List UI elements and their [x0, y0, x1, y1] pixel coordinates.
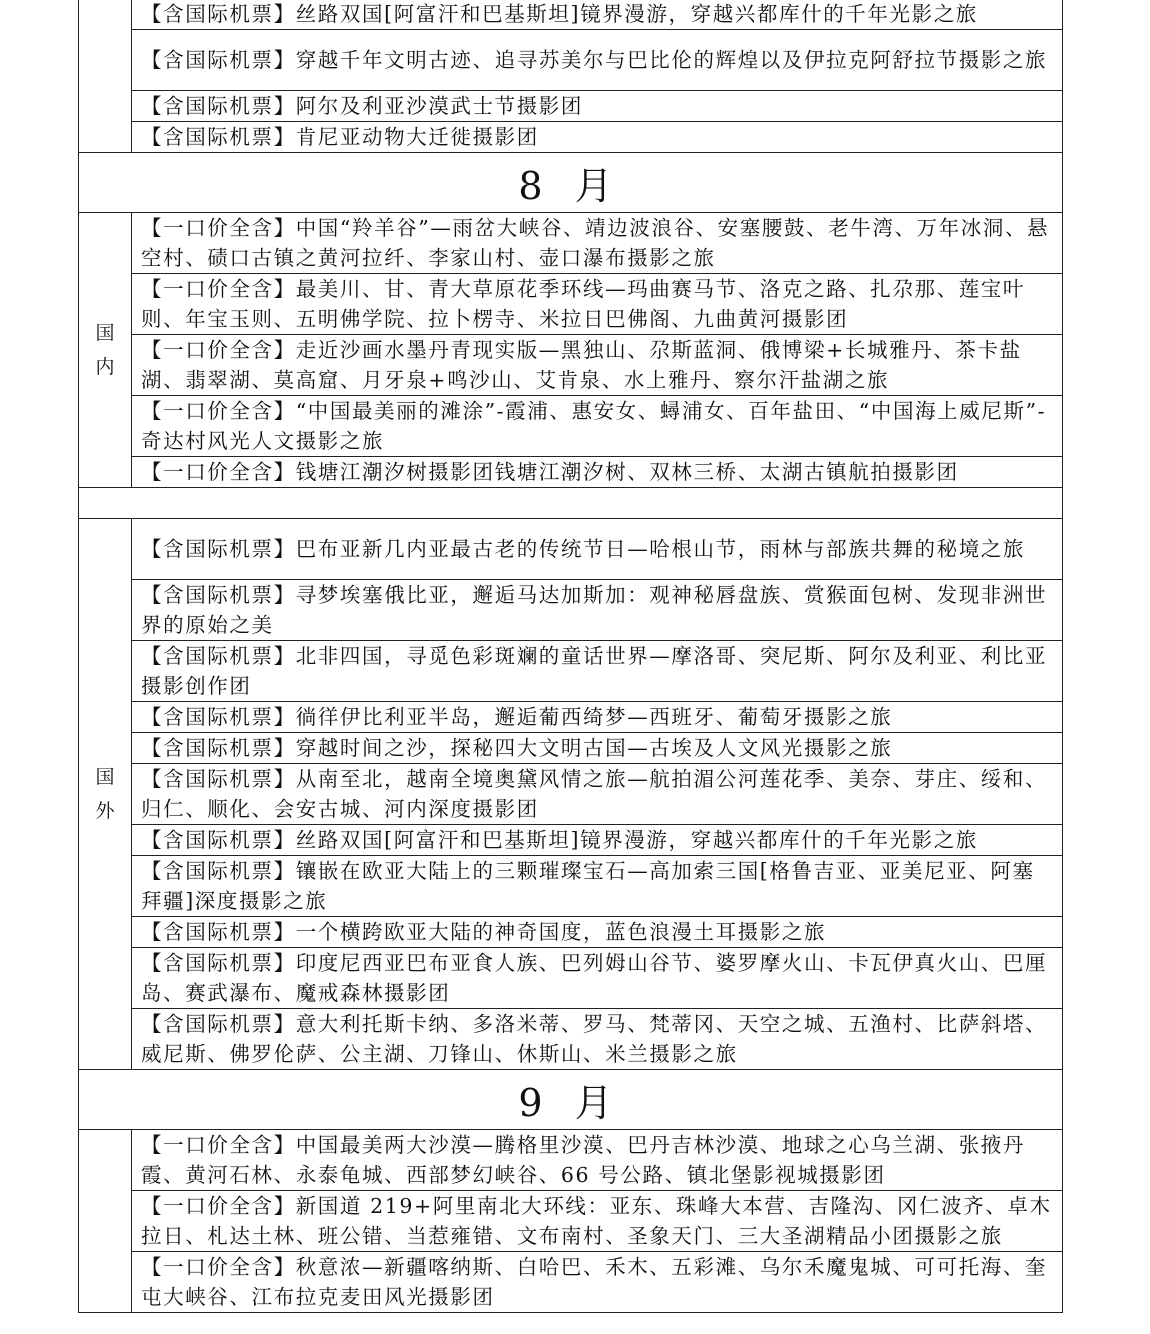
region-char: 内: [95, 356, 115, 378]
table-row: [79, 457, 1063, 488]
itinerary-table: [78, 0, 1063, 1313]
spacer-cell: [79, 488, 1063, 519]
itinerary-item: 【含国际机票】徜徉伊比利亚半岛，邂逅葡西绮梦—西班牙、葡萄牙摄影之旅: [132, 702, 1063, 733]
table-row: [79, 641, 1063, 702]
table-row: [79, 274, 1063, 335]
itinerary-item: 【一口价全含】新国道 219+阿里南北大环线：亚东、珠峰大本营、吉隆沟、冈仁波齐、卓木拉日、札达土林、班公错、当惹雍错、文布南村、圣象天门、三大圣湖精品小团摄影之旅: [132, 1191, 1063, 1252]
table-row: [79, 0, 1063, 30]
itinerary-item: 【含国际机票】巴布亚新几内亚最古老的传统节日—哈根山节，雨林与部族共舞的秘境之旅: [132, 519, 1063, 580]
region-cell: [79, 0, 132, 153]
itinerary-item: 【一口价全含】走近沙画水墨丹青现实版—黑独山、尕斯蓝洞、俄博梁+长城雅丹、茶卡盐湖、翡翠湖、莫高窟、月牙泉+鸣沙山、艾肯泉、水上雅丹、察尔汗盐湖之旅: [132, 335, 1063, 396]
table-row: [79, 825, 1063, 856]
region-char: 国: [95, 322, 115, 344]
table-row: [79, 702, 1063, 733]
region-char: 国: [95, 766, 115, 788]
month-row: [79, 153, 1063, 213]
itinerary-item: 【一口价全含】钱塘江潮汐树摄影团钱塘江潮汐树、双林三桥、太湖古镇航拍摄影团: [132, 457, 1063, 488]
itinerary-item: 【含国际机票】意大利托斯卡纳、多洛米蒂、罗马、梵蒂冈、天空之城、五渔村、比萨斜塔、威尼斯、佛罗伦萨、公主湖、刀锋山、休斯山、米兰摄影之旅: [132, 1009, 1063, 1070]
month-heading-august: 8 月: [79, 153, 1063, 213]
itinerary-item: 【含国际机票】一个横跨欧亚大陆的神奇国度，蓝色浪漫土耳摄影之旅: [132, 917, 1063, 948]
itinerary-item: 【含国际机票】印度尼西亚巴布亚食人族、巴列姆山谷节、婆罗摩火山、卡瓦伊真火山、巴厘岛、赛武瀑布、魔戒森林摄影团: [132, 948, 1063, 1009]
itinerary-item: 【含国际机票】从南至北，越南全境奥黛风情之旅—航拍湄公河莲花季、美奈、芽庄、绥和、归仁、顺化、会安古城、河内深度摄影团: [132, 764, 1063, 825]
table-row: [79, 30, 1063, 91]
itinerary-item: 【含国际机票】寻梦埃塞俄比亚，邂逅马达加斯加：观神秘唇盘族、赏猴面包树、发现非洲世界的原始之美: [132, 580, 1063, 641]
itinerary-item: 【含国际机票】丝路双国[阿富汗和巴基斯坦]镜界漫游，穿越兴都库什的千年光影之旅: [132, 0, 1063, 30]
table-row: [79, 948, 1063, 1009]
spacer-row: [79, 488, 1063, 519]
table-row: [79, 917, 1063, 948]
table-row: [79, 396, 1063, 457]
table-row: [79, 1191, 1063, 1252]
itinerary-item: 【一口价全含】秋意浓—新疆喀纳斯、白哈巴、禾木、五彩滩、乌尔禾魔鬼城、可可托海、奎屯大峡谷、江布拉克麦田风光摄影团: [132, 1252, 1063, 1313]
itinerary-item: 【含国际机票】肯尼亚动物大迁徙摄影团: [132, 122, 1063, 153]
table-row: [79, 91, 1063, 122]
table-row: [79, 1252, 1063, 1313]
itinerary-item: 【含国际机票】穿越千年文明古迹、追寻苏美尔与巴比伦的辉煌以及伊拉克阿舒拉节摄影之旅: [132, 30, 1063, 91]
table-row: [79, 519, 1063, 580]
table-row: [79, 733, 1063, 764]
region-cell: [79, 1130, 132, 1313]
itinerary-item: 【含国际机票】阿尔及利亚沙漠武士节摄影团: [132, 91, 1063, 122]
table-row: [79, 764, 1063, 825]
table-row: [79, 335, 1063, 396]
itinerary-item: 【一口价全含】“中国最美丽的滩涂”-霞浦、惠安女、蟳浦女、百年盐田、“中国海上威尼斯”-奇达村风光人文摄影之旅: [132, 396, 1063, 457]
region-label-domestic: [79, 213, 132, 488]
itinerary-item: 【一口价全含】中国“羚羊谷”—雨岔大峡谷、靖边波浪谷、安塞腰鼓、老牛湾、万年冰洞、悬空村、碛口古镇之黄河拉纤、李家山村、壶口瀑布摄影之旅: [132, 213, 1063, 274]
region-label-international: [79, 519, 132, 1070]
itinerary-item: 【含国际机票】北非四国，寻觅色彩斑斓的童话世界—摩洛哥、突尼斯、阿尔及利亚、利比亚摄影创作团: [132, 641, 1063, 702]
table-row: [79, 1009, 1063, 1070]
table-row: [79, 122, 1063, 153]
table-row: [79, 856, 1063, 917]
table-row: [79, 213, 1063, 274]
region-char: 外: [95, 800, 115, 822]
month-row: [79, 1070, 1063, 1130]
itinerary-item: 【含国际机票】镶嵌在欧亚大陆上的三颗璀璨宝石—高加索三国[格鲁吉亚、亚美尼亚、阿塞拜疆]深度摄影之旅: [132, 856, 1063, 917]
itinerary-item: 【含国际机票】丝路双国[阿富汗和巴基斯坦]镜界漫游，穿越兴都库什的千年光影之旅: [132, 825, 1063, 856]
itinerary-item: 【含国际机票】穿越时间之沙，探秘四大文明古国—古埃及人文风光摄影之旅: [132, 733, 1063, 764]
table-row: [79, 580, 1063, 641]
itinerary-item: 【一口价全含】最美川、甘、青大草原花季环线—玛曲赛马节、洛克之路、扎尕那、莲宝叶则、年宝玉则、五明佛学院、拉卜楞寺、米拉日巴佛阁、九曲黄河摄影团: [132, 274, 1063, 335]
month-heading-september: 9 月: [79, 1070, 1063, 1130]
table-row: [79, 1130, 1063, 1191]
itinerary-item: 【一口价全含】中国最美两大沙漠—腾格里沙漠、巴丹吉林沙漠、地球之心乌兰湖、张掖丹霞、黄河石林、永泰龟城、西部梦幻峡谷、66 号公路、镇北堡影视城摄影团: [132, 1130, 1063, 1191]
